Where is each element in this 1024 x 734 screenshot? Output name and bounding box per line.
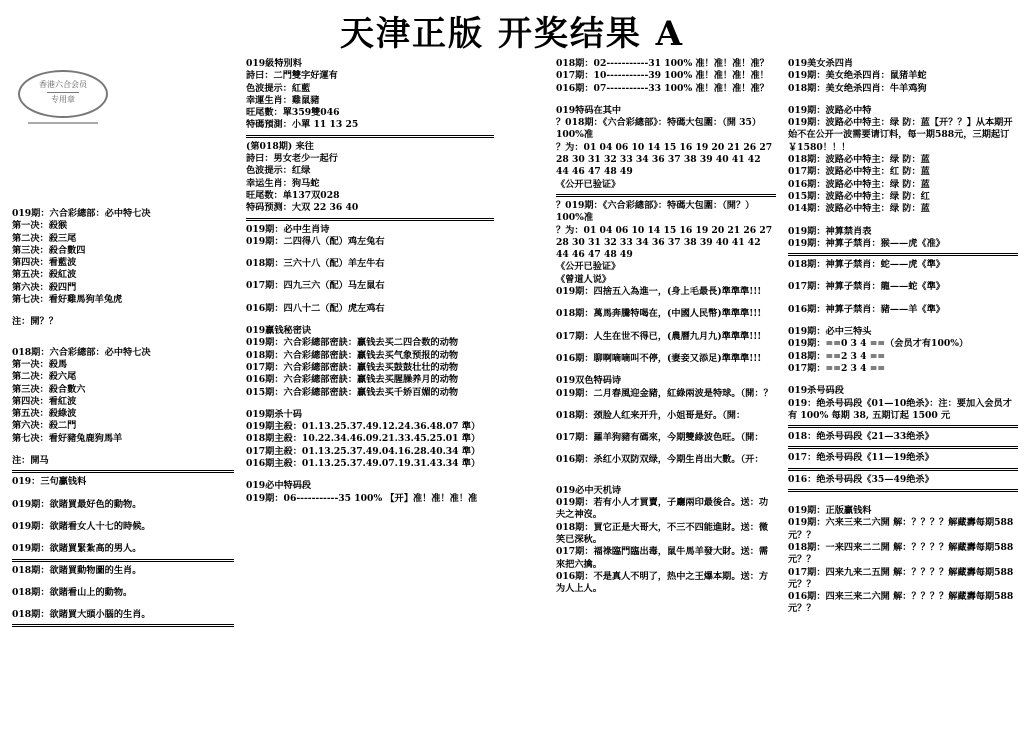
text-line: 第五决：殺綠波 xyxy=(12,408,77,420)
text-line: 第六决：殺四門 xyxy=(12,281,77,293)
text-line: 014期：波路必中特主：绿 防：蓝 xyxy=(788,203,930,215)
text-line: 第一决：殺猴 xyxy=(12,220,68,232)
text-line: 018期：六合彩總部：必中特七决 xyxy=(12,346,151,358)
text-line: 第五决：殺紅波 xyxy=(12,269,77,281)
text-line: 018期：神算子禁肖：蛇——虎《準》 xyxy=(788,259,945,271)
spacer xyxy=(246,470,494,480)
text-line: 019期：波路必中特 xyxy=(788,104,872,116)
text-line: 016：绝杀号码段《35—49绝杀》 xyxy=(788,473,934,485)
text-line: 019期：六来三来二六開 解：？？？？解藏壽每期588元？？ xyxy=(788,517,1014,541)
divider-rule xyxy=(788,253,1018,256)
text-line: 第七决：看好雞馬狗羊兔虎 xyxy=(12,294,123,306)
spacer xyxy=(788,316,1018,326)
text-line: 018期：三六十八（配）羊左牛右 xyxy=(246,258,385,270)
text-line: 《公开已验证》 xyxy=(556,178,621,190)
text-line: 第三决：殺合數四 xyxy=(12,244,86,256)
text-line: 016期：07-----------33 100% 准！准！准！准？ xyxy=(556,82,769,94)
spacer xyxy=(788,495,1018,505)
spacer xyxy=(12,445,234,455)
text-line: 019特码在其中 xyxy=(556,104,622,116)
text-line: 019級特別料 xyxy=(246,58,302,69)
text-line: 第四决：看紅波 xyxy=(12,395,77,407)
text-line: 第二决：殺六尾 xyxy=(12,371,77,383)
divider-rule xyxy=(246,135,494,138)
text-line: 019杀号码段 xyxy=(788,385,844,397)
spacer xyxy=(12,329,234,347)
text-line: 019期：正版贏钱料 xyxy=(788,505,872,517)
stamp-logo xyxy=(18,70,108,118)
text-line: 第七决：看好豬兔鹿狗馬羊 xyxy=(12,432,123,444)
text-line: 注：開马 xyxy=(12,455,49,467)
divider-rule xyxy=(788,446,1018,449)
text-line: 018期：買它正是大哥大，不三不四能進財。送：微笑已深秋。 xyxy=(556,521,769,545)
spacer xyxy=(556,343,776,353)
text-line: 017期：福祿臨門臨出毒，鼠牛馬羊發大財。送：需來把六擒。 xyxy=(556,546,769,570)
text-line: 019期：==0 3 4 ==（会员才有100%） xyxy=(788,338,969,350)
divider-rule xyxy=(12,624,234,627)
text-line: 017期主殺：01.13.25.37.49.04.16.28.40.34 準） xyxy=(246,445,481,457)
text-line: 019期：美女绝杀四肖：鼠猪羊蛇 xyxy=(788,70,927,82)
text-line: 017期：四来九来二五開 解：？？？？解藏壽每期588元？？ xyxy=(788,566,1014,590)
spacer xyxy=(246,315,494,325)
text-line: 018期主殺：10.22.34.46.09.21.33.45.25.01 準） xyxy=(246,433,481,445)
text-line: 017：绝杀号码段《11—19绝杀》 xyxy=(788,452,934,464)
text-line: 色波提示：紅藍 xyxy=(246,82,311,94)
spacer xyxy=(788,216,1018,226)
text-line: 019期：六合彩總部：必中特七决 xyxy=(12,208,151,219)
divider-rule xyxy=(556,194,776,197)
text-line: 019期：二四得八（配）鸡左兔右 xyxy=(246,235,385,247)
text-line: 017期：四九三六（配）马左鼠右 xyxy=(246,280,385,292)
spacer xyxy=(556,95,776,105)
text-line: 019：绝杀号码段《01—10绝杀》：注：要加入会员才有 100% 每期 38, 五期订起 1500 元 xyxy=(788,397,1012,421)
spacer xyxy=(246,248,494,258)
text-line: 019期：四捨五入為進一，(身上毛最長)準準準!!! xyxy=(556,286,762,298)
text-line: 016期：六合彩總部密訣：贏钱去买腥臊养月的动物 xyxy=(246,374,459,386)
spacer xyxy=(12,599,234,609)
text-line: 019期：若有小人才買賣，子廳兩印最後合。送：功夫之神沒。 xyxy=(556,497,769,521)
text-line: 018期：欲賭看山上的動物。 xyxy=(12,586,133,598)
text-line: 019期：欲賭看女人十七的時候。 xyxy=(12,520,151,532)
text-line: 第三决：殺合數六 xyxy=(12,383,86,395)
text-line: 018期：美女绝杀四肖：牛羊鸡狗 xyxy=(788,82,927,94)
divider-rule xyxy=(788,425,1018,428)
divider-rule xyxy=(12,470,234,473)
text-line: 019期：06-----------35 100% 【开】准！准！准！准 xyxy=(246,492,478,504)
divider-rule xyxy=(788,468,1018,471)
text-line: 019美女杀四肖 xyxy=(788,58,854,69)
spacer xyxy=(556,444,776,454)
text-line: 第六决：殺二門 xyxy=(12,420,77,432)
text-line: 幸运生肖：狗马蛇 xyxy=(246,177,320,189)
logo-divider xyxy=(28,122,98,124)
text-line: 018：绝杀号码段《21—33绝杀》 xyxy=(788,431,934,443)
text-line: 019期：二月春風迎金豬，紅綠兩波是特球。（開：？ xyxy=(556,387,773,399)
text-line: 015期：六合彩總部密訣：贏钱去买千娇百媚的动物 xyxy=(246,386,459,398)
spacer xyxy=(12,511,234,521)
text-line: 019期：欲賭買緊紮高的男人。 xyxy=(12,543,142,555)
text-line: 018期：六合彩總部密訣：贏钱去买气象预报的动物 xyxy=(246,349,459,361)
text-line: 019双色特码诗 xyxy=(556,375,622,387)
text-line: 017期：羅羊狗豬有碼來，今期雙綠波色旺。（開： xyxy=(556,432,764,444)
text-line: 旺尾数：单137双028 xyxy=(246,189,340,201)
text-line: 017期：神算子禁肖：龍——蛇《準》 xyxy=(788,281,945,293)
spacer xyxy=(12,577,234,587)
divider-rule xyxy=(788,489,1018,492)
text-line: 017期：六合彩總部密訣：贏钱去买鼓鼓壮壮的动物 xyxy=(246,361,459,373)
text-line: 《曾道人说》 xyxy=(556,273,612,285)
text-line: 016期：杀红小双防双绿，今期生肖出大數。（开： xyxy=(556,454,764,466)
text-line: 017期：波路必中特主：红 防：蓝 xyxy=(788,166,930,178)
column-left xyxy=(12,208,234,630)
text-line: 016期：不是真人不明了，热中之王爆本期。送：方为人上人。 xyxy=(556,570,769,595)
text-line: 018期：==2 3 4 == xyxy=(788,350,886,362)
text-line: 018期：欲賭買動物圖的生肖。 xyxy=(12,564,142,576)
text-line: 詩曰：二門雙字好運有 xyxy=(246,70,338,82)
spacer xyxy=(246,293,494,303)
text-line: 色波提示：红绿 xyxy=(246,165,311,177)
text-line: 017期：==2 3 4 == xyxy=(788,362,886,374)
spacer xyxy=(556,321,776,331)
text-line: 018期：颈脸人红来开升，小姐哥是好。（開： xyxy=(556,409,746,421)
text-line: ？为：01 04 06 10 14 15 16 19 20 21 26 27 28 30 31 32 33 34 36 37 38 39 40 41 42 44 46 47 48 49 xyxy=(556,141,773,178)
text-line: 019期：必中生肖诗 xyxy=(246,223,330,235)
stamp-badge: 专用章 xyxy=(47,92,79,107)
spacer xyxy=(556,298,776,308)
spacer xyxy=(556,467,776,485)
column-center-right xyxy=(556,58,776,595)
text-line: ？018期：《六合彩總部》：特碼大包圍：（開 35）100%准 xyxy=(556,117,762,141)
spacer xyxy=(788,95,1018,105)
text-line: 016期：四八十二（配）虎左鸡右 xyxy=(246,302,385,314)
spacer xyxy=(788,375,1018,385)
divider-rule xyxy=(246,218,494,221)
text-line: 016期：聊啊嘀嘀叫不停，(妻妾又添足)準準準!!! xyxy=(556,352,762,364)
text-line: 019期主殺：01.13.25.37.49.12.24.36.48.07 準） xyxy=(246,421,481,433)
spacer xyxy=(12,533,234,543)
text-line: 旺尾數：單359雙046 xyxy=(246,107,340,119)
column-right xyxy=(788,58,1018,616)
text-line: 017期：10-----------39 100% 准！准！准！准！ xyxy=(556,70,769,82)
text-line: 016期主殺：01.13.25.37.49.07.19.31.43.34 準） xyxy=(246,458,481,470)
text-line: 幸運生肖：雞鼠豬 xyxy=(246,94,320,106)
text-line: ？为：01 04 06 10 14 15 16 19 20 21 26 27 28 30 31 32 33 34 36 37 38 39 40 41 42 44 46 47 48 49 xyxy=(556,224,773,261)
spacer xyxy=(246,270,494,280)
text-line: 019必中天机诗 xyxy=(556,484,622,496)
divider-rule xyxy=(12,559,234,562)
text-line: 019必中特码段 xyxy=(246,480,312,492)
stamp-ring-text: 香港六合会员 xyxy=(39,80,87,89)
text-line: 019期：欲賭買最好色的動物。 xyxy=(12,498,142,510)
text-line: 特码预测：大双 22 36 40 xyxy=(246,202,359,214)
text-line: 019期：神算禁肖表 xyxy=(788,225,872,237)
text-line: 018期：萬馬奔騰特喝在，(中國人民幣)準準準!!! xyxy=(556,308,762,320)
spacer xyxy=(12,489,234,499)
text-line: 特碼預測：小單 11 13 25 xyxy=(246,119,359,131)
text-line: 019期：六合彩總部密訣：贏钱去买二四合数的动物 xyxy=(246,337,459,349)
text-line: ？019期：《六合彩總部》：特碼大包圍：（開？）100%准 xyxy=(556,199,755,224)
text-line: 019贏钱秘密诀 xyxy=(246,325,312,337)
spacer xyxy=(556,422,776,432)
spacer xyxy=(246,399,494,409)
text-line: 018期：一来四来二二開 解：？？？？解藏壽每期588元？？ xyxy=(788,541,1014,566)
text-line: 第二决：殺三尾 xyxy=(12,232,77,244)
text-line: (第018期) 来往 xyxy=(246,140,314,152)
text-line: 019期：必中三特头 xyxy=(788,326,872,338)
text-line: 注：開？？ xyxy=(12,316,58,328)
text-line: 019期：神算子禁肖：猴——虎《准》 xyxy=(788,237,945,249)
text-line: 016期：四来三来二六開 解：？？？？解藏壽每期588元？？ xyxy=(788,591,1014,615)
text-line: 018期：欲賭買大頭小腦的生肖。 xyxy=(12,609,151,621)
text-line: 019期：波路必中特主：绿 防：蓝【开？？】从本期开始不在公开一波需要请订料，每一期588元，三期起订￥1580！！！ xyxy=(788,117,1013,153)
spacer xyxy=(788,294,1018,304)
text-line: 第四决：看藍波 xyxy=(12,257,77,269)
text-line: 016期：波路必中特主：绿 防：蓝 xyxy=(788,178,930,190)
column-center-left xyxy=(246,58,494,505)
text-line: 017期：人生在世不得已，(農曆九月九)準準準!!! xyxy=(556,330,762,342)
text-line: 019期杀十码 xyxy=(246,408,302,420)
text-line: 詩曰：男女老少一起行 xyxy=(246,153,338,165)
spacer xyxy=(556,365,776,375)
spacer xyxy=(788,271,1018,281)
text-line: 018期：02-----------31 100% 准！准！准！准？ xyxy=(556,58,769,69)
text-line: 015期：波路必中特主：绿 防：红 xyxy=(788,190,930,202)
page-title: 天津正版 开奖结果 A xyxy=(340,14,685,54)
text-line: 019：三句贏钱料 xyxy=(12,476,87,488)
text-line: 第一决：殺馬 xyxy=(12,358,68,370)
text-line: 016期：神算子禁肖：豬——羊《準》 xyxy=(788,303,945,315)
spacer xyxy=(12,306,234,316)
text-line: 《公开已验证》 xyxy=(556,261,621,273)
text-line: 018期：波路必中特主：绿 防：蓝 xyxy=(788,154,930,166)
spacer xyxy=(556,400,776,410)
